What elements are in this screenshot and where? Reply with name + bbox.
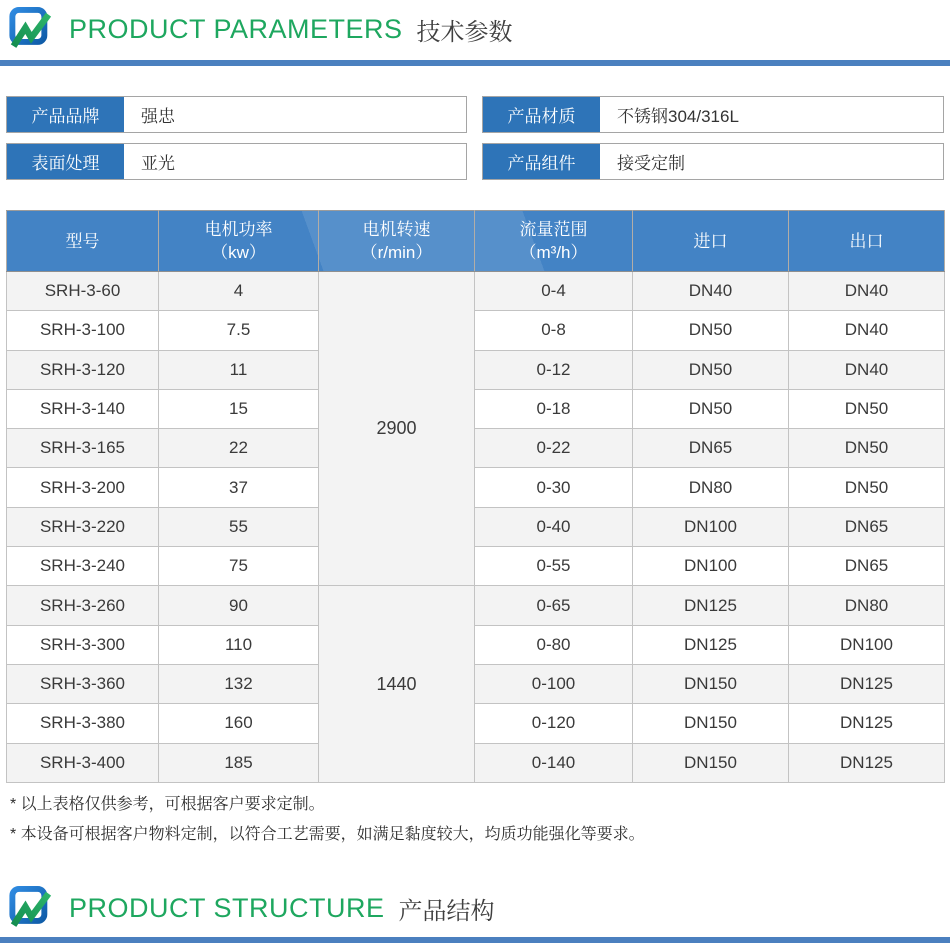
info-box (482, 143, 944, 180)
section-title-en: PRODUCT PARAMETERS (69, 14, 403, 44)
cell-power: 22 (159, 429, 319, 468)
cell-outlet: DN65 (789, 547, 945, 586)
cell-flow: 0-30 (475, 468, 633, 507)
col-header-model (7, 211, 159, 272)
cell-flow: 0-22 (475, 429, 633, 468)
note: * 以上表格仅供参考，可根据客户要求定制。 (10, 796, 325, 813)
cell-speed: 2900 (319, 272, 475, 586)
cell-outlet: DN40 (789, 311, 945, 350)
cell-model: SRH-3-120 (7, 350, 159, 389)
cell-outlet: DN125 (789, 743, 945, 782)
cell-power: 132 (159, 664, 319, 703)
cell-outlet: DN50 (789, 468, 945, 507)
table-row (7, 743, 945, 782)
cell-outlet: DN40 (789, 350, 945, 389)
info-value: 不锈钢304/316L (617, 107, 739, 126)
table-header-row (7, 211, 945, 272)
table-row (7, 272, 945, 311)
cell-inlet: DN125 (633, 625, 789, 664)
table-row (7, 389, 945, 428)
section-title-zh: 技术参数 (416, 19, 513, 46)
cell-inlet: DN100 (633, 547, 789, 586)
cell-model: SRH-3-380 (7, 704, 159, 743)
info-box (482, 96, 944, 133)
cell-power: 110 (159, 625, 319, 664)
cell-power: 55 (159, 507, 319, 546)
table-row (7, 625, 945, 664)
cell-power: 4 (159, 272, 319, 311)
cell-outlet: DN100 (789, 625, 945, 664)
table-row (7, 704, 945, 743)
info-value: 接受定制 (617, 154, 685, 173)
table-row (7, 586, 945, 625)
col-header-power (159, 211, 319, 272)
cell-inlet: DN125 (633, 586, 789, 625)
cell-flow: 0-55 (475, 547, 633, 586)
cell-outlet: DN40 (789, 272, 945, 311)
info-label: 产品品牌 (7, 97, 124, 132)
info-box (6, 96, 467, 133)
section-divider-bar (0, 60, 950, 66)
brand-logo-icon (8, 886, 57, 931)
info-value: 强忠 (141, 107, 175, 126)
cell-model: SRH-3-200 (7, 468, 159, 507)
cell-power: 160 (159, 704, 319, 743)
cell-flow: 0-65 (475, 586, 633, 625)
cell-inlet: DN150 (633, 743, 789, 782)
table-row (7, 350, 945, 389)
cell-model: SRH-3-300 (7, 625, 159, 664)
parameters-table (6, 210, 945, 783)
cell-flow: 0-100 (475, 664, 633, 703)
cell-inlet: DN50 (633, 389, 789, 428)
cell-model: SRH-3-360 (7, 664, 159, 703)
cell-inlet: DN50 (633, 311, 789, 350)
table-head (7, 211, 945, 272)
col-title: 出口 (849, 231, 884, 251)
structure-section-header (0, 886, 950, 931)
cell-inlet: DN65 (633, 429, 789, 468)
cell-inlet: DN80 (633, 468, 789, 507)
cell-model: SRH-3-140 (7, 389, 159, 428)
section-title-en: PRODUCT STRUCTURE (69, 893, 385, 923)
cell-power: 75 (159, 547, 319, 586)
cell-inlet: DN150 (633, 664, 789, 703)
col-unit: （r/min） (360, 243, 433, 262)
table-row (7, 311, 945, 350)
cell-speed: 1440 (319, 586, 475, 782)
cell-outlet: DN125 (789, 704, 945, 743)
cell-flow: 0-12 (475, 350, 633, 389)
cell-model: SRH-3-60 (7, 272, 159, 311)
cell-model: SRH-3-165 (7, 429, 159, 468)
cell-outlet: DN50 (789, 429, 945, 468)
col-header-speed (319, 211, 475, 272)
cell-power: 37 (159, 468, 319, 507)
cell-model: SRH-3-220 (7, 507, 159, 546)
col-header-outlet (789, 211, 945, 272)
col-unit: （m³/h） (519, 243, 588, 262)
cell-outlet: DN80 (789, 586, 945, 625)
col-title: 电机功率 (204, 220, 273, 239)
info-value: 亚光 (141, 154, 175, 173)
note: * 本设备可根据客户物料定制，以符合工艺需要，如满足黏度较大，均质功能强化等要求。 (10, 826, 645, 843)
cell-model: SRH-3-240 (7, 547, 159, 586)
cell-outlet: DN50 (789, 389, 945, 428)
table-row (7, 429, 945, 468)
cell-outlet: DN125 (789, 664, 945, 703)
section-title-zh: 产品结构 (398, 898, 495, 925)
col-unit: （kw） (211, 243, 266, 262)
cell-inlet: DN40 (633, 272, 789, 311)
info-label: 表面处理 (7, 144, 124, 179)
info-grid (6, 96, 944, 180)
info-box (6, 143, 467, 180)
cell-model: SRH-3-100 (7, 311, 159, 350)
cell-flow: 0-18 (475, 389, 633, 428)
info-label: 产品材质 (483, 97, 600, 132)
brand-logo-icon (8, 7, 57, 52)
cell-flow: 0-40 (475, 507, 633, 546)
cell-flow: 0-120 (475, 704, 633, 743)
cell-inlet: DN50 (633, 350, 789, 389)
table-row (7, 468, 945, 507)
cell-flow: 0-8 (475, 311, 633, 350)
col-title: 型号 (65, 231, 100, 251)
cell-flow: 0-80 (475, 625, 633, 664)
cell-flow: 0-4 (475, 272, 633, 311)
cell-outlet: DN65 (789, 507, 945, 546)
cell-inlet: DN100 (633, 507, 789, 546)
col-title: 进口 (693, 231, 728, 251)
parameters-section-header (0, 7, 950, 52)
col-title: 电机转速 (362, 220, 431, 239)
cell-power: 90 (159, 586, 319, 625)
col-header-inlet (633, 211, 789, 272)
cell-power: 7.5 (159, 311, 319, 350)
cell-power: 185 (159, 743, 319, 782)
table-body (7, 272, 945, 783)
col-title: 流量范围 (519, 220, 588, 239)
cell-flow: 0-140 (475, 743, 633, 782)
cell-power: 11 (159, 350, 319, 389)
cell-model: SRH-3-400 (7, 743, 159, 782)
table-row (7, 664, 945, 703)
table-row (7, 507, 945, 546)
cell-power: 15 (159, 389, 319, 428)
cell-model: SRH-3-260 (7, 586, 159, 625)
cell-inlet: DN150 (633, 704, 789, 743)
info-label: 产品组件 (483, 144, 600, 179)
section-divider-bar (0, 937, 950, 943)
table-row (7, 547, 945, 586)
col-header-flow (475, 211, 633, 272)
footnotes (10, 790, 645, 850)
